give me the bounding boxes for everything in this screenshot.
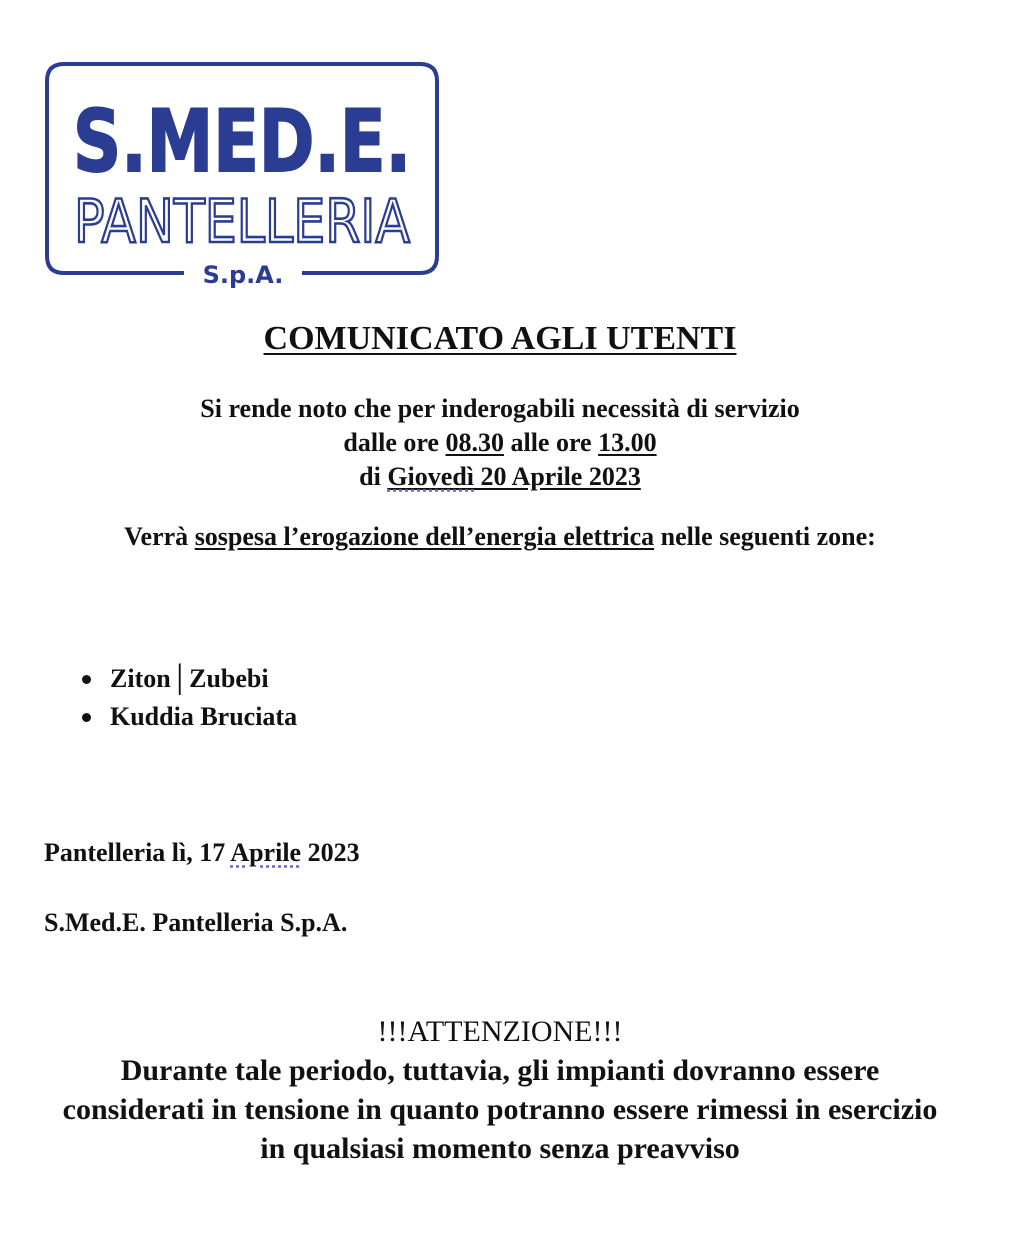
place-date-prefix: Pantelleria lì, 17 — [44, 838, 231, 867]
logo-title: S.MED.E. — [73, 92, 411, 192]
zone-item: Ziton│Zubebi — [78, 662, 297, 700]
outage-date — [387, 462, 641, 491]
start-time: 08.30 — [445, 428, 504, 457]
outage-date-text: 20 Aprile 2023 — [474, 462, 641, 491]
intro-from-label: dalle ore — [343, 428, 446, 457]
place-date-month: Aprile — [230, 838, 302, 867]
intro-to-label: alle ore — [503, 428, 599, 457]
notice-heading: COMUNICATO AGLI UTENTI — [263, 320, 737, 357]
company-logo — [44, 61, 440, 287]
logo-subtitle: PANTELLERIA — [74, 187, 410, 257]
attention-title: !!!ATTENZIONE!!! — [377, 1015, 623, 1048]
suspension-statement — [0, 522, 1000, 552]
zones-list — [78, 662, 297, 738]
suspension-suffix: nelle seguenti zone: — [654, 522, 876, 551]
place-date — [44, 838, 360, 868]
intro-on-label: di — [359, 462, 388, 491]
attention-block — [0, 1012, 1000, 1168]
logo-graphic — [44, 61, 440, 287]
attention-body: Durante tale periodo, tuttavia, gli impianti dovranno essere considerati in tensione in quanto potranno essere rimessi in esercizio in qualsiasi momento senza preavviso — [62, 1054, 938, 1165]
end-time: 13.00 — [598, 428, 657, 457]
intro-line-3 — [0, 460, 1000, 494]
zone-item: Kuddia Bruciata — [78, 700, 297, 738]
logo-legal-form: S.p.A. — [202, 261, 284, 289]
suspension-emphasis: sospesa l’erogazione dell’energia elettrica — [194, 522, 655, 551]
signature: S.Med.E. Pantelleria S.p.A. — [44, 908, 348, 937]
outage-weekday: Giovedì — [387, 462, 474, 491]
intro-line-1: Si rende noto che per inderogabili necessità di servizio — [200, 394, 800, 423]
place-date-year: 2023 — [301, 838, 360, 867]
notice-intro — [0, 392, 1000, 494]
suspension-prefix: Verrà — [124, 522, 195, 551]
intro-line-2 — [0, 426, 1000, 460]
